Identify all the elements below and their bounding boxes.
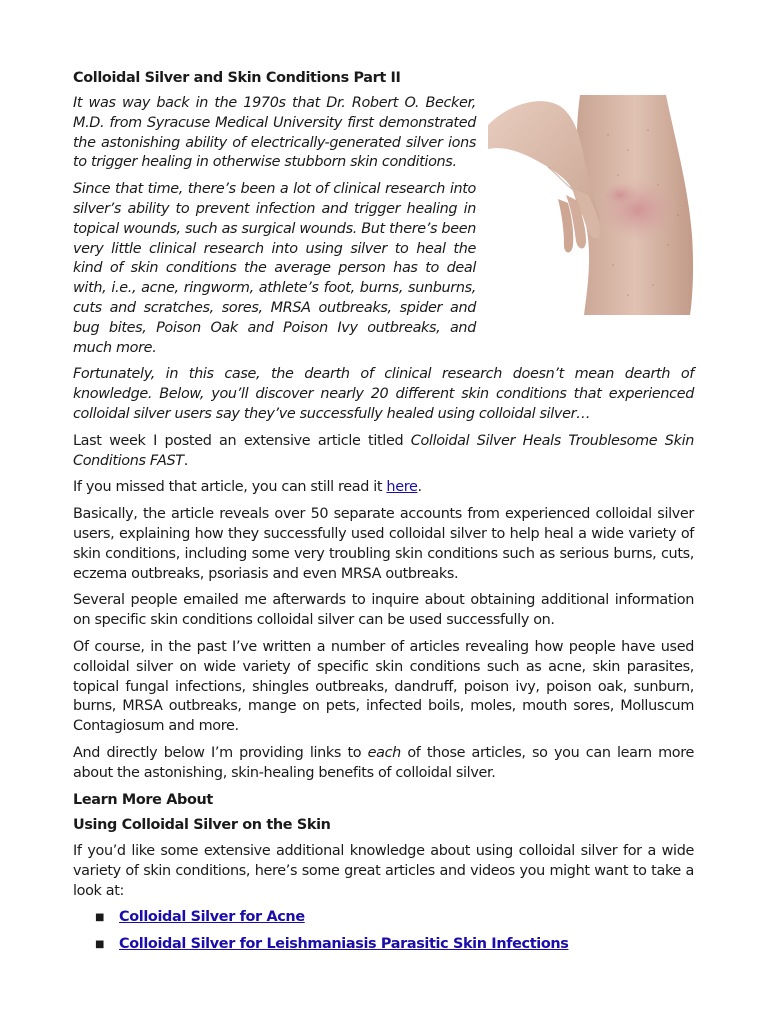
missed-prefix: If you missed that article, you can still read it xyxy=(73,479,387,496)
bullet-icon: ■ xyxy=(95,912,105,924)
directly-below-suffix: of those articles, so you can learn more about the astonishing, skin-healing benefits of colloidal silver. xyxy=(73,744,694,781)
here-link[interactable]: here xyxy=(386,479,418,496)
referenced-article-title: Colloidal Silver Heals Troublesome Skin Conditions FAST xyxy=(73,432,694,469)
section-heading-using-silver: Using Colloidal Silver on the Skin xyxy=(73,817,331,834)
paragraph-missed xyxy=(73,478,694,498)
missed-suffix: . xyxy=(417,479,422,496)
paragraph-basically: Basically, the article reveals over 50 separate accounts from experienced colloidal silver users, explaining how they successfully used colloidal silver to help heal a wide variety of skin conditions, including some very troubling skin conditions such as serious burns, cuts, eczema outbreaks, psoriasis and even MRSA outbreaks. xyxy=(73,506,694,582)
last-week-prefix: Last week I posted an extensive article titled xyxy=(73,432,411,449)
paragraph-directly-below xyxy=(73,744,694,784)
list-item xyxy=(95,908,694,928)
paragraph-last-week xyxy=(73,432,694,472)
bullet-icon: ■ xyxy=(95,939,105,951)
article-links-list xyxy=(73,908,694,955)
last-week-suffix: . xyxy=(183,452,188,469)
acne-article-link[interactable]: Colloidal Silver for Acne xyxy=(119,909,305,926)
list-item xyxy=(95,935,694,955)
intro-paragraph-3: Fortunately, in this case, the dearth of clinical research doesn’t mean dearth of knowledge. Below, you’ll discover nearly 20 different skin conditions that experienced colloidal silver users say they’ve successfully healed using colloidal silver… xyxy=(73,366,694,422)
article xyxy=(73,68,694,962)
intro-paragraph-2: Since that time, there’s been a lot of clinical research into silver’s ability to prevent infection and trigger healing in topical wounds, such as surgical wounds. But there’s been very little clinical research into using silver to heal the kind of skin conditions the average person has to deal with, i.e., acne, ringworm, athlete’s foot, burns, sunburns, cuts and scratches, sores, MRSA outbreaks, spider and bug bites, Poison Oak and Poison Ivy outbreaks, and much more. xyxy=(73,181,476,356)
directly-below-emphasis: each xyxy=(367,744,401,761)
intro-paragraph-1: It was way back in the 1970s that Dr. Robert O. Becker, M.D. from Syracuse Medical University first demonstrated the astonishing ability of electrically-generated silver ions to trigger healing in otherwise stubborn skin conditions. xyxy=(73,95,476,171)
leg-rash-illustration xyxy=(488,95,694,315)
paragraph-if-youd-like: If you’d like some extensive additional knowledge about using colloidal silver for a wide variety of skin conditions, here’s some great articles and videos you might want to take a look at: xyxy=(73,843,694,899)
paragraph-several: Several people emailed me afterwards to inquire about obtaining additional information on specific skin conditions colloidal silver can be used successfully on. xyxy=(73,592,694,629)
directly-below-prefix: And directly below I’m providing links to xyxy=(73,744,368,761)
leg-rash-image xyxy=(488,95,694,315)
intro-block xyxy=(73,94,694,358)
leishmaniasis-article-link[interactable]: Colloidal Silver for Leishmaniasis Parasitic Skin Infections xyxy=(119,936,569,953)
section-heading-learn-more: Learn More About xyxy=(73,791,213,808)
paragraph-of-course: Of course, in the past I’ve written a number of articles revealing how people have used colloidal silver on wide variety of specific skin conditions such as acne, skin parasites, topical fungal infections, shingles outbreaks, dandruff, poison ivy, poison oak, sunburn, burns, MRSA outbreaks, mange on pets, infected boils, moles, mouth sores, Molluscum Contagiosum and more. xyxy=(73,638,694,735)
article-title: Colloidal Silver and Skin Conditions Part II xyxy=(73,70,401,86)
